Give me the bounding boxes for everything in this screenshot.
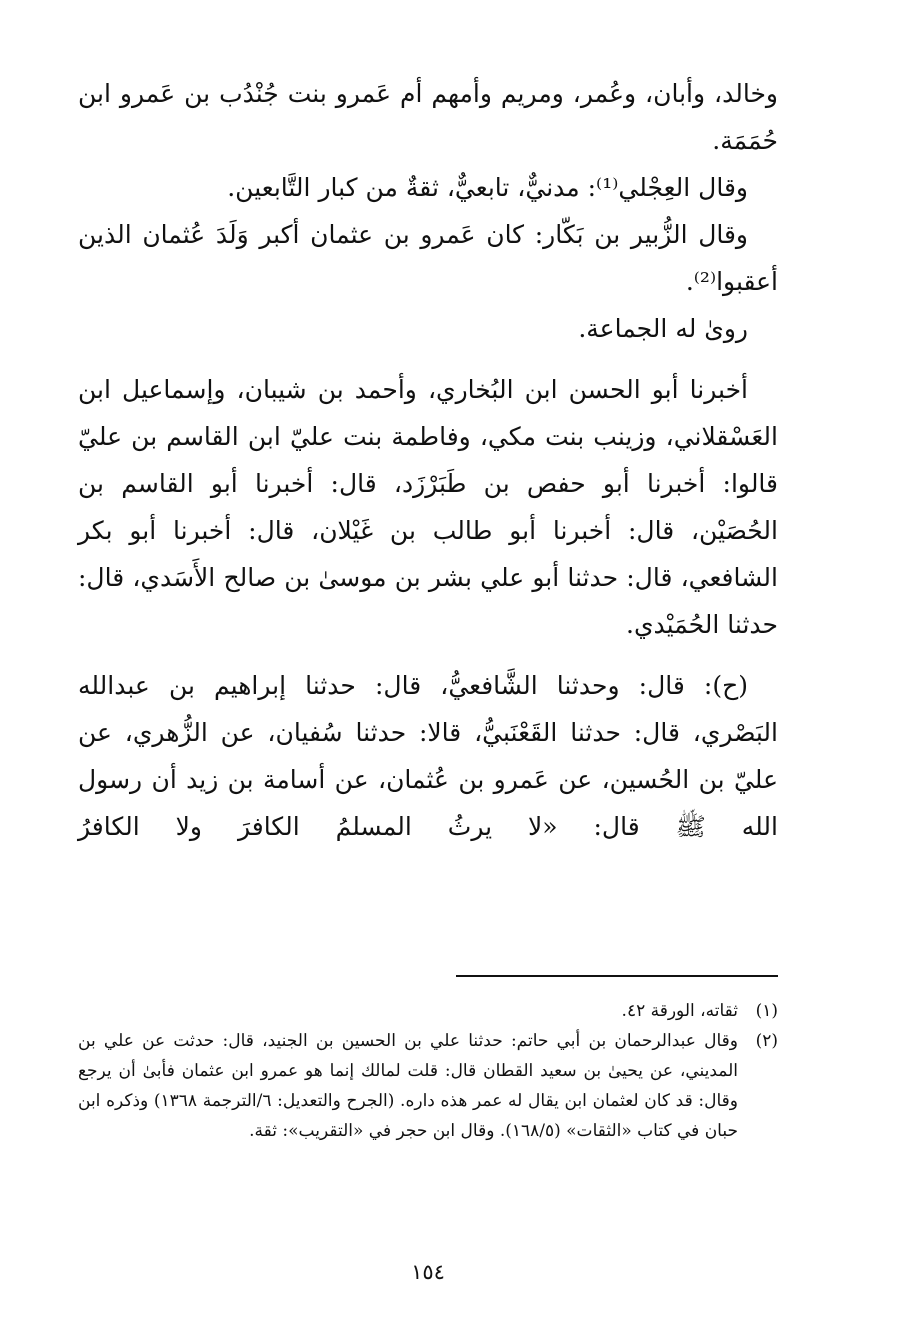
page-number: ١٥٤ [411,1260,445,1284]
paragraph-5: أخبرنا أبو الحسن ابن البُخاري، وأحمد بن شيبان، وإسماعيل ابن العَسْقلاني، وزينب بنت مكي، وفاطمة بنت عليّ ابن القاسم بن عليّ قالوا: أخبرنا أبو حفص بن طَبَرْزَد، قال: أخبرنا أبو القاسم بن الحُصَيْن، قال: أخبرنا أبو طالب بن غَيْلان، قال: أخبرنا أبو بكر الشافعي، قال: حدثنا أبو علي بشر بن موسىٰ بن صالح الأَسَدي، قال: حدثنا الحُمَيْدي. [78,375,778,639]
footnotes [78,996,778,1146]
paragraph-6: (ح): قال: وحدثنا الشَّافعيُّ، قال: حدثنا إبراهيم بن عبدالله البَصْري، قال: حدثنا القَعْنَبيُّ، قالا: حدثنا سُفيان، عن الزُّهري، عن عليّ بن الحُسين، عن عَمرو بن عُثمان، عن أسامة بن زيد أن رسول الله ﷺ قال: «لا يرثُ المسلمُ الكافرَ ولا الكافرُ [78,671,778,841]
paragraph-2: وقال العِجْلي⁽¹⁾: مدنيٌّ، تابعيٌّ، ثقةٌ من كبار التَّابعين. [227,173,748,202]
footnote-divider [456,975,778,977]
footnote-number: (١) [755,1001,778,1021]
footnote-2 [78,1026,778,1146]
main-text [78,70,778,850]
book-page [78,70,778,1300]
footnote-text: وقال عبدالرحمان بن أبي حاتم: حدثنا علي بن الحسين بن الجنيد، قال: حدثت عن علي بن المديني، عن يحيىٰ بن سعيد القطان قال: قلت لمالك إنما هو عمرو ابن عثمان فأبىٰ أن يرجع وقال: قد كان لعثمان ابن يقال له عمر هذه داره. (الجرح والتعديل: ٦/الترجمة ١٣٦٨) وذكره ابن حبان في كتاب «الثقات» (١٦٨/٥). وقال ابن حجر في «التقريب»: ثقة. [78,1031,738,1141]
paragraph-1: وخالد، وأبان، وعُمر، ومريم وأمهم أم عَمرو بنت جُنْدُب بن عَمرو ابن حُمَمَة. [78,79,778,155]
footnote-number: (٢) [755,1031,778,1051]
footnote-1 [78,996,778,1026]
paragraph-4: روىٰ له الجماعة. [578,314,748,343]
footnote-text: ثقاته، الورقة ٤٢. [621,1001,738,1021]
paragraph-3: وقال الزُّبير بن بَكّار: كان عَمرو بن عثمان أكبر وَلَدَ عُثمان الذين أعقبوا⁽²⁾. [78,220,778,296]
